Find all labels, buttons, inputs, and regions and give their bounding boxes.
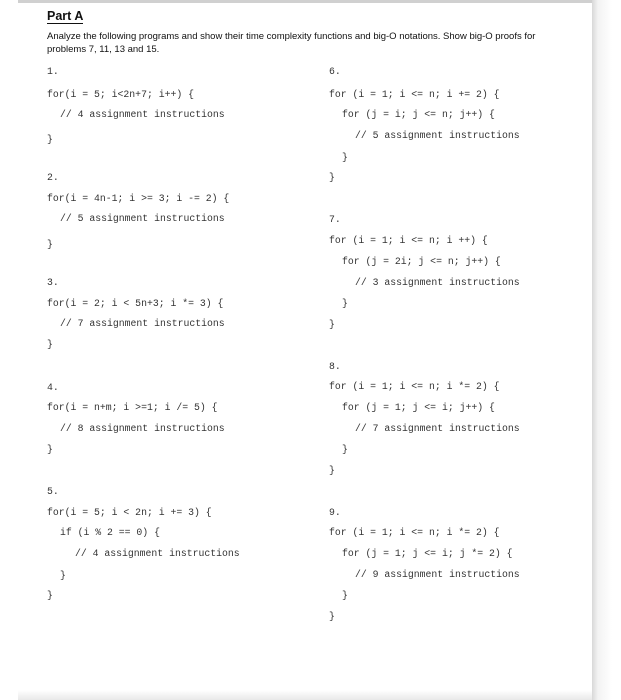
problem-9-inner-loop: for (j = 1; j <= i; j *= 2) { bbox=[342, 548, 513, 559]
problem-7-close: } bbox=[329, 319, 335, 330]
problem-6-body: // 5 assignment instructions bbox=[355, 130, 520, 141]
problem-2-number: 2. bbox=[47, 172, 59, 183]
page-bottom-shadow bbox=[18, 690, 592, 700]
problem-3-number: 3. bbox=[47, 277, 59, 288]
problem-5-number: 5. bbox=[47, 486, 59, 497]
problem-7-outer-loop: for (i = 1; i <= n; i ++) { bbox=[329, 235, 488, 246]
problem-9-inner-close: } bbox=[342, 590, 348, 601]
problem-6-close: } bbox=[329, 172, 335, 183]
problem-8-number: 8. bbox=[329, 361, 341, 372]
problem-8-close: } bbox=[329, 465, 335, 476]
problem-2-close: } bbox=[47, 239, 53, 250]
problem-1-loop: for(i = 5; i<2n+7; i++) { bbox=[47, 89, 194, 100]
problem-5-body: // 4 assignment instructions bbox=[75, 548, 240, 559]
problem-7-number: 7. bbox=[329, 214, 341, 225]
problem-4-loop: for(i = n+m; i >=1; i /= 5) { bbox=[47, 402, 218, 413]
instructions-text: Analyze the following programs and show their time complexity functions and big-O notations. Show big-O proofs for problems 7, 11, 13 and 15. bbox=[47, 31, 536, 55]
problem-8-inner-loop: for (j = 1; j <= i; j++) { bbox=[342, 402, 495, 413]
problem-5-close: } bbox=[47, 590, 53, 601]
problem-7-inner-close: } bbox=[342, 298, 348, 309]
part-title: Part A bbox=[47, 9, 84, 23]
problem-1-number: 1. bbox=[47, 66, 59, 77]
problem-7-body: // 3 assignment instructions bbox=[355, 277, 520, 288]
problem-4-number: 4. bbox=[47, 382, 59, 393]
problem-6-inner-close: } bbox=[342, 152, 348, 163]
problem-9-number: 9. bbox=[329, 507, 341, 518]
problem-6-outer-loop: for (i = 1; i <= n; i += 2) { bbox=[329, 89, 500, 100]
problem-3-body: // 7 assignment instructions bbox=[60, 318, 225, 329]
problem-9-outer-loop: for (i = 1; i <= n; i *= 2) { bbox=[329, 527, 500, 538]
problem-4-body: // 8 assignment instructions bbox=[60, 423, 225, 434]
problem-8-body: // 7 assignment instructions bbox=[355, 423, 520, 434]
problem-6-inner-loop: for (j = i; j <= n; j++) { bbox=[342, 109, 495, 120]
problem-8-outer-loop: for (i = 1; i <= n; i *= 2) { bbox=[329, 381, 500, 392]
page-top-border bbox=[18, 0, 592, 3]
problem-1-close: } bbox=[47, 134, 53, 145]
problem-9-close: } bbox=[329, 611, 335, 622]
problem-3-loop: for(i = 2; i < 5n+3; i *= 3) { bbox=[47, 298, 224, 309]
problem-6-number: 6. bbox=[329, 66, 341, 77]
problem-7-inner-loop: for (j = 2i; j <= n; j++) { bbox=[342, 256, 501, 267]
problem-8-inner-close: } bbox=[342, 444, 348, 455]
problem-5-if: if (i % 2 == 0) { bbox=[60, 527, 160, 538]
problem-2-loop: for(i = 4n-1; i >= 3; i -= 2) { bbox=[47, 193, 230, 204]
problem-2-body: // 5 assignment instructions bbox=[60, 213, 225, 224]
problem-1-body: // 4 assignment instructions bbox=[60, 109, 225, 120]
problem-5-if-close: } bbox=[60, 570, 66, 581]
page-edge-shadow bbox=[592, 0, 621, 700]
problem-5-loop: for(i = 5; i < 2n; i += 3) { bbox=[47, 507, 212, 518]
problem-4-close: } bbox=[47, 444, 53, 455]
problem-3-close: } bbox=[47, 339, 53, 350]
problem-9-body: // 9 assignment instructions bbox=[355, 569, 520, 580]
